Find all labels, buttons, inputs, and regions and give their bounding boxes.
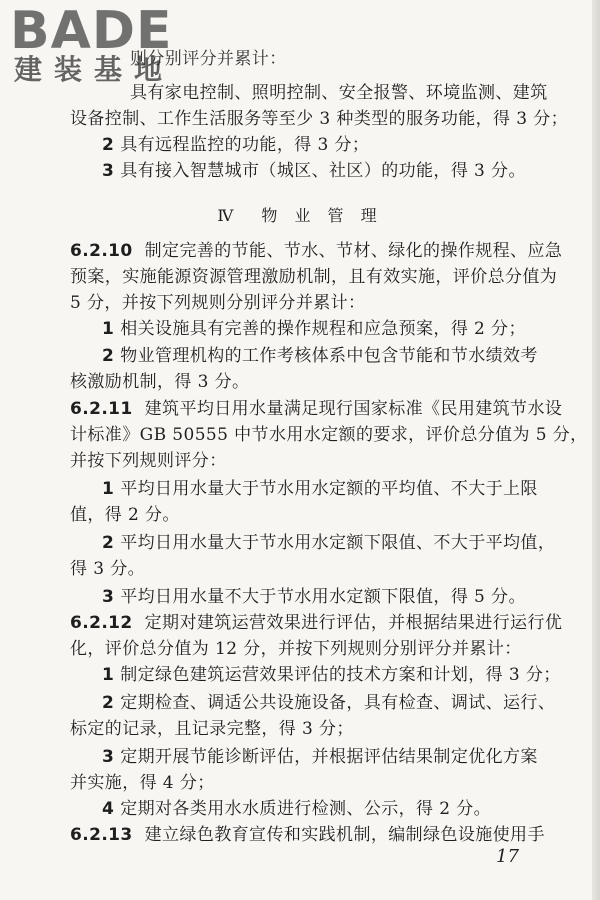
item-text: 定期对各类用水水质进行检测、公示，得 2 分。 bbox=[120, 799, 492, 819]
text-line: 并实施，得 4 分； bbox=[70, 773, 215, 793]
text-line: 计标准》GB 50555 中节水用水定额的要求，评价总分值为 5 分， bbox=[70, 425, 588, 445]
watermark-logo bbox=[10, 1, 185, 86]
item-text: 相关设施具有完善的操作规程和应急预案，得 2 分； bbox=[120, 319, 526, 339]
list-item bbox=[102, 664, 562, 686]
clause-number: 6.2.12 bbox=[70, 613, 133, 633]
list-item bbox=[102, 692, 562, 714]
clause-first-line bbox=[70, 824, 545, 846]
item-number: 4 bbox=[102, 799, 115, 819]
clause-first-line bbox=[70, 240, 563, 262]
item-text: 制定绿色建筑运营效果评估的技术方案和计划，得 3 分； bbox=[120, 665, 561, 685]
page-number: 17 bbox=[496, 846, 519, 867]
item-number: 2 bbox=[102, 346, 115, 366]
clause-first-line bbox=[70, 398, 563, 420]
list-item bbox=[102, 478, 562, 500]
item-number: 1 bbox=[102, 479, 115, 499]
clause-number: 6.2.13 bbox=[70, 825, 133, 845]
item-number: 1 bbox=[102, 665, 115, 685]
clause-text: 建立绿色教育宣传和实践机制，编制绿色设施使用手 bbox=[144, 825, 545, 845]
logo-brand-cn: 建装基地 bbox=[14, 53, 175, 86]
text-line: 标定的记录，且记录完整，得 3 分； bbox=[70, 719, 354, 739]
item-number: 3 bbox=[102, 747, 115, 767]
item-text: 具有接入智慧城市（城区、社区）的功能，得 3 分。 bbox=[120, 161, 526, 181]
item-text: 定期开展节能诊断评估，并根据评估结果制定优化方案 bbox=[120, 747, 538, 767]
clause-text: 建筑平均日用水量满足现行国家标准《民用建筑节水设 bbox=[144, 399, 563, 419]
section-heading: Ⅳ 物 业 管 理 bbox=[217, 206, 383, 225]
text-line: 核激励机制，得 3 分。 bbox=[70, 372, 250, 392]
text-line: 5 分，并按下列规则分别评分并累计： bbox=[70, 293, 366, 313]
list-item bbox=[102, 345, 562, 367]
text-line: 值，得 2 分。 bbox=[70, 505, 180, 525]
page-edge-shadow bbox=[592, 0, 600, 900]
list-item bbox=[102, 134, 562, 156]
list-item bbox=[102, 160, 562, 182]
list-item bbox=[102, 746, 562, 768]
item-text: 定期检查、调适公共设施设备，具有检查、调试、运行、 bbox=[120, 693, 556, 713]
list-item bbox=[102, 532, 562, 554]
item-text: 物业管理机构的工作考核体系中包含节能和节水绩效考 bbox=[120, 346, 538, 366]
item-number: 2 bbox=[102, 533, 115, 553]
item-text: 平均日用水量大于节水用水定额的平均值、不大于上限 bbox=[120, 479, 538, 499]
item-number: 1 bbox=[102, 319, 115, 339]
text-line: 设备控制、工作生活服务等至少 3 种类型的服务功能，得 3 分； bbox=[70, 109, 569, 129]
clause-number: 6.2.11 bbox=[70, 399, 133, 419]
item-number: 3 bbox=[102, 161, 115, 181]
text-line: 并按下列规则评分： bbox=[70, 451, 227, 471]
list-item bbox=[102, 586, 562, 608]
text-line: 预案，实施能源资源管理激励机制，且有效实施，评价总分值为 bbox=[70, 267, 558, 287]
clause-number: 6.2.10 bbox=[70, 241, 133, 261]
list-item bbox=[102, 318, 562, 340]
item-number: 2 bbox=[102, 693, 115, 713]
item-text: 平均日用水量大于节水用水定额下限值、不大于平均值， bbox=[120, 533, 556, 553]
clause-first-line bbox=[70, 612, 563, 634]
logo-brand: BADE bbox=[10, 1, 173, 61]
item-text: 具有远程监控的功能，得 3 分； bbox=[120, 135, 370, 155]
text-line: 得 3 分。 bbox=[70, 559, 146, 579]
text-line: 则分别评分并累计： bbox=[130, 49, 287, 69]
clause-text: 定期对建筑运营效果进行评估，并根据结果进行运行优 bbox=[144, 613, 563, 633]
text-line: 具有家电控制、照明控制、安全报警、环境监测、建筑 bbox=[130, 83, 548, 103]
item-number: 2 bbox=[102, 135, 115, 155]
item-number: 3 bbox=[102, 587, 115, 607]
text-line: 化，评价总分值为 12 分，并按下列规则分别评分并累计： bbox=[70, 639, 522, 659]
item-text: 平均日用水量不大于节水用水定额下限值，得 5 分。 bbox=[120, 587, 526, 607]
list-item bbox=[102, 798, 562, 820]
clause-text: 制定完善的节能、节水、节材、绿化的操作规程、应急 bbox=[144, 241, 563, 261]
